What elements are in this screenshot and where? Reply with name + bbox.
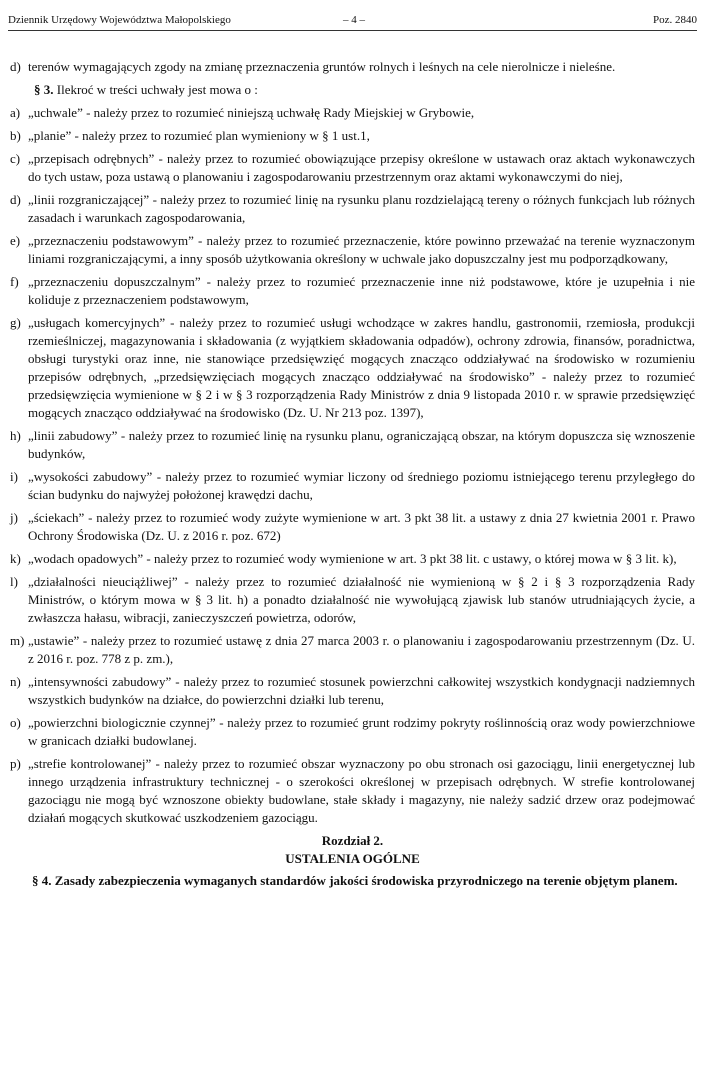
list-item: [10, 714, 695, 750]
item-label: k): [10, 551, 21, 566]
item-label: c): [10, 151, 21, 166]
list-item: [10, 573, 695, 627]
definitions-list: [10, 104, 695, 827]
item-label: h): [10, 428, 21, 443]
item-text: „usługach komercyjnych” - należy przez to rozumieć usługi wchodzące w zakres handlu, gastronomii, rzemiosła, produkcji rzemieślniczej, magazynowania i składowania (z wyjątkiem składowania odpadów), ochrony zdrowia, finansów, poradnictwa, obsługi turystyki oraz inne, nie stanowiące przedsięwzięć mogących znacząco oddziaływać na środowisko w rozumieniu przepisów odrębnych, „przedsięwzięciach mogących znacząco oddziaływać na środowisko” - należy przez to rozumieć przedsięwzięcia wymienione w § 2 i w § 3 rozporządzenia Rady Ministrów z dnia 9 listopada 2010 r. w sprawie przedsięwzięć mogących znacząco oddziaływać na środowisko (Dz. U. Nr 213 poz. 1397),: [28, 315, 695, 420]
item-text: terenów wymagających zgody na zmianę przeznaczenia gruntów rolnych i leśnych na cele nierolnicze i nieleśne.: [28, 59, 616, 74]
item-label: b): [10, 128, 21, 143]
list-item: [10, 632, 695, 668]
item-text: „przeznaczeniu podstawowym” - należy przez to rozumieć przeznaczenie, które powinno przeważać na terenie wyznaczonym liniami rozgraniczającymi, a inny sposób użytkowania określony w uchwale jako dopuszczalny jest mu podporządkowany,: [28, 233, 695, 266]
chapter-number: Rozdział 2.: [321, 833, 384, 848]
position-number: Poz. 2840: [653, 14, 697, 26]
item-label: l): [10, 574, 18, 589]
paragraph-4-heading: § 4. Zasady zabezpieczenia wymaganych standardów jakości środowiska przyrodniczego na terenie objętym planem.: [32, 873, 678, 888]
item-label: a): [10, 105, 21, 120]
item-text: „działalności nieuciążliwej” - należy przez to rozumieć działalność nie wymienioną w § 2 i § 3 rozporządzenia Rady Ministrów, o którym mowa w § 3 lit. h) a ponadto działalność nie wywołującą zjawisk lub stanów utrudniających życie, a zwłaszcza hałasu, wibracji, zanieczyszczeń powietrza, odorów,: [28, 574, 695, 625]
list-item: [10, 273, 695, 309]
item-label: e): [10, 233, 21, 248]
item-text: „uchwale” - należy przez to rozumieć niniejszą uchwałę Rady Miejskiej w Grybowie,: [28, 105, 475, 120]
item-text: „linii rozgraniczającej” - należy przez to rozumieć linię na rysunku planu rozdzielającą tereny o różnych funkcjach lub różnych zasadach i warunkach zagospodarowania,: [28, 192, 695, 225]
item-text: „wysokości zabudowy” - należy przez to rozumieć wymiar liczony od średniego poziomu istniejącego terenu przyległego do ścian budynku do najwyżej położonej krawędzi dachu,: [28, 469, 695, 502]
item-label: m): [10, 633, 25, 648]
list-item: [10, 127, 695, 145]
list-item: [10, 150, 695, 186]
page-number: – 4 –: [343, 14, 365, 26]
item-label: o): [10, 715, 21, 730]
chapter-title: USTALENIA OGÓLNE: [285, 851, 420, 866]
item-text: „ściekach” - należy przez to rozumieć wody zużyte wymienione w art. 3 pkt 38 lit. a ustawy z dnia 27 kwietnia 2001 r. Prawo Ochrony Środowiska (Dz. U. z 2016 r. poz. 672): [28, 510, 695, 543]
paragraph-3-heading: [10, 81, 695, 99]
list-item: [10, 550, 695, 568]
list-item: [10, 191, 695, 227]
item-label: p): [10, 756, 21, 771]
document-body: [10, 58, 695, 890]
list-item: [10, 232, 695, 268]
journal-title: Dziennik Urzędowy Województwa Małopolskiego: [8, 14, 231, 26]
item-text: „wodach opadowych” - należy przez to rozumieć wody wymienione w art. 3 pkt 38 lit. c ustawy, o której mowa w § 3 lit. k),: [28, 551, 677, 566]
page-header: [8, 12, 697, 31]
item-label: i): [10, 469, 18, 484]
item-text: „planie” - należy przez to rozumieć plan wymieniony w § 1 ust.1,: [28, 128, 370, 143]
item-text: „powierzchni biologicznie czynnej” - należy przez to rozumieć grunt rodzimy pokryty roślinnością oraz wody powierzchniowe w granicach działki budowlanej.: [28, 715, 695, 748]
paragraph-text: Ilekroć w treści uchwały jest mowa o :: [56, 82, 258, 97]
item-text: „intensywności zabudowy” - należy przez to rozumieć stosunek powierzchni całkowitej wszystkich kondygnacji nadziemnych wszystkich budynków na działce, do powierzchni działki lub terenu,: [28, 674, 695, 707]
list-item: [10, 427, 695, 463]
paragraph-number: § 3.: [34, 82, 54, 97]
list-item: [10, 104, 695, 122]
item-label: g): [10, 315, 21, 330]
list-item: [10, 468, 695, 504]
item-label: f): [10, 274, 19, 289]
item-label: d): [10, 59, 21, 74]
item-label: j): [10, 510, 18, 525]
list-item: [10, 314, 695, 422]
list-item: [10, 673, 695, 709]
item-text: „przepisach odrębnych” - należy przez to rozumieć obowiązujące przepisy określone w ustawach oraz aktach wykonawczych do tych ustaw, poza ustawą o planowaniu i zagospodarowaniu przestrzennym oraz aktami wykonawczymi do niej,: [28, 151, 695, 184]
item-label: n): [10, 674, 21, 689]
list-item: [10, 58, 695, 76]
item-label: d): [10, 192, 21, 207]
item-text: „przeznaczeniu dopuszczalnym” - należy przez to rozumieć przeznaczenie inne niż podstawowe, które je uzupełnia i nie koliduje z przeznaczeniem podstawowym,: [28, 274, 695, 307]
item-text: „strefie kontrolowanej” - należy przez to rozumieć obszar wyznaczony po obu stronach osi gazociągu, linii energetycznej lub innego urządzenia infrastruktury technicznej - o szerokości określonej w przepisach odrębnych. W strefie kontrolowanej gazociągu nie mogą być wznoszone obiekty budowlane, stałe składy i magazyny, nie należy sadzić drzew oraz podejmować działań mogących skutkować uszkodzeniem gazociągu.: [28, 756, 695, 825]
list-item: [10, 755, 695, 827]
list-item: [10, 509, 695, 545]
item-text: „ustawie” - należy przez to rozumieć ustawę z dnia 27 marca 2003 r. o planowaniu i zagospodarowaniu przestrzennym (Dz. U. z 2016 r. poz. 778 z p. zm.),: [28, 633, 695, 666]
item-text: „linii zabudowy” - należy przez to rozumieć linię na rysunku planu, ograniczającą obszar, na którym dopuszcza się wznoszenie budynków,: [28, 428, 695, 461]
